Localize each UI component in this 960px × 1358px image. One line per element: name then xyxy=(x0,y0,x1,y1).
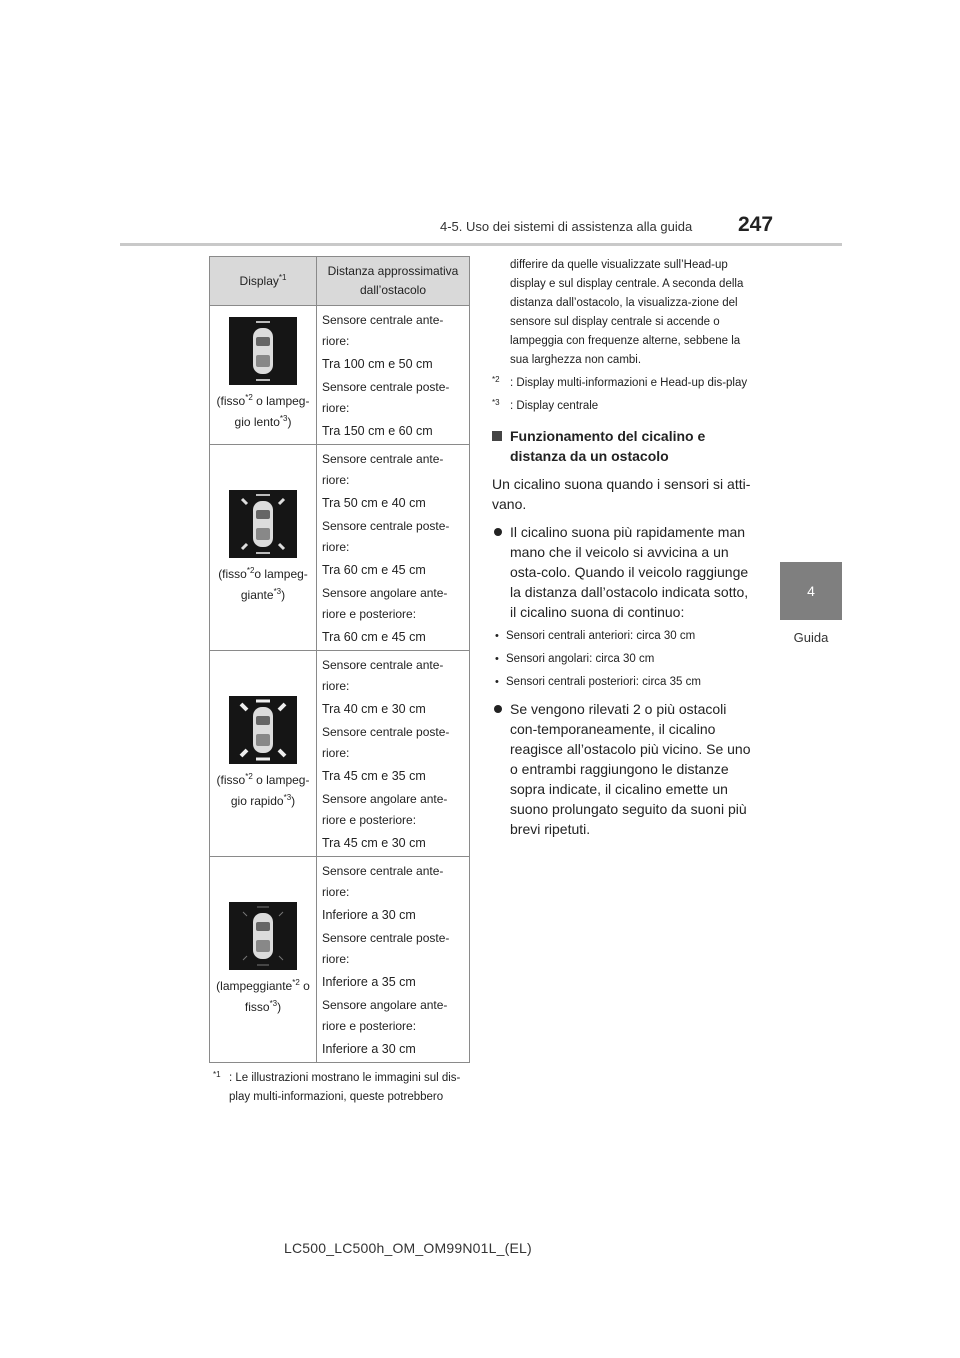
table-row xyxy=(210,445,470,651)
footnote-2: *2 : Display multi-informazioni e Head-up dis-play xyxy=(492,374,754,393)
distance-label: Sensore centrale ante-riore: xyxy=(322,313,444,348)
bullet-dot-icon xyxy=(494,705,502,713)
chapter-number: 4 xyxy=(807,583,815,599)
sub-list-item xyxy=(492,651,754,668)
distance-label: Sensore centrale poste-riore: xyxy=(322,931,450,966)
display-cell xyxy=(210,306,317,445)
distance-value: Tra 60 cm e 45 cm xyxy=(322,630,426,644)
display-cell xyxy=(210,445,317,651)
small-bullet-icon: • xyxy=(495,630,499,642)
car-sensor-display-icon xyxy=(229,317,297,385)
car-sensor-display-icon xyxy=(229,696,297,764)
distance-cell xyxy=(317,651,470,857)
distance-value: Inferiore a 30 cm xyxy=(322,908,416,922)
display-caption: (lampeggiante$^{*2}$ o fisso$^{*3}$) xyxy=(216,977,310,1014)
distance-value: Tra 100 cm e 50 cm xyxy=(322,357,433,371)
distance-value: Tra 45 cm e 30 cm xyxy=(322,836,426,850)
car-sensor-display-icon xyxy=(229,490,297,558)
distance-value: Tra 45 cm e 35 cm xyxy=(322,769,426,783)
page-number: 247 xyxy=(738,213,774,236)
footnote-1-text: : Le illustrazioni mostrano le immagini sul dis-play multi-informazioni, queste potrebbero xyxy=(229,1072,461,1103)
distance-label: Sensore centrale ante-riore: xyxy=(322,452,444,487)
sub-list-text: Sensori centrali anteriori: circa 30 cm xyxy=(506,630,696,642)
col-distance-label: Distanza approssimativa dall’ostacolo xyxy=(327,264,459,297)
display-cell xyxy=(210,857,317,1063)
distance-cell xyxy=(317,445,470,651)
display-caption: (fisso$^{*2}$o lampeg-giante$^{*3}$) xyxy=(218,565,308,602)
distance-label: Sensore centrale poste-riore: xyxy=(322,725,450,760)
square-bullet-icon xyxy=(492,431,502,441)
sub-list-text: Sensori angolari: circa 30 cm xyxy=(506,653,655,665)
distance-value: Inferiore a 35 cm xyxy=(322,975,416,989)
sub-list-item xyxy=(492,628,754,645)
bullet-dot-icon xyxy=(494,528,502,536)
sub-list-item xyxy=(492,674,754,691)
section-heading xyxy=(492,426,754,466)
chapter-tab xyxy=(780,562,842,620)
footnote-3-text: : Display centrale xyxy=(510,400,599,412)
header-rule xyxy=(120,243,842,246)
footnote-1-continued: differire da quelle visualizzate sull’Head-up display e sul display centrale. A seconda della distanza dall’ostacolo, la visualizza-zione del sensore sul display centrale si accende o lampeggia con frequenze alterne, sebbene la sua larghezza non cambi. xyxy=(510,259,744,366)
footnote-2-text: : Display multi-informazioni e Head-up dis-play xyxy=(510,377,748,389)
car-sensor-display-icon xyxy=(229,902,297,970)
table-row xyxy=(210,651,470,857)
display-caption: (fisso$^{*2}$ o lampeg-gio rapido$^{*3}$) xyxy=(216,771,310,808)
chapter-label: Guida xyxy=(793,630,829,645)
distance-cell xyxy=(317,306,470,445)
distance-value: Tra 60 cm e 45 cm xyxy=(322,563,426,577)
col-display-sup: *1 xyxy=(278,272,287,282)
distance-label: Sensore centrale ante-riore: xyxy=(322,864,444,899)
distance-label: Sensore angolare ante-riore e posteriore: xyxy=(322,586,448,621)
table-row xyxy=(210,857,470,1063)
bullet-item xyxy=(492,522,754,622)
small-bullet-icon: • xyxy=(495,653,499,665)
bullet-item xyxy=(492,699,754,839)
footer-document-code: LC500_LC500h_OM_OM99N01L_(EL) xyxy=(284,1240,532,1256)
bullet-text: Se vengono rilevati 2 o più ostacoli con-temporaneamente, il cicalino reagisce all’ostacolo più vicino. Se uno o entrambi raggiungono le distanze sopra indicate, il cicalino emette un suono prolungato seguito da suoni più brevi ripetuti. xyxy=(510,701,751,837)
table-row xyxy=(210,306,470,445)
intro-paragraph: Un cicalino suona quando i sensori si atti-vano. xyxy=(492,476,751,512)
distance-table xyxy=(209,256,470,1063)
distance-label: Sensore centrale ante-riore: xyxy=(322,658,444,693)
distance-label: Sensore angolare ante-riore e posteriore: xyxy=(322,792,448,827)
section-title: 4-5. Uso dei sistemi di assistenza alla guida xyxy=(440,219,693,234)
section-heading-text: Funzionamento del cicalino e distanza da un ostacolo xyxy=(510,428,706,464)
footnote-1: *1 : Le illustrazioni mostrano le immagini sul dis-play multi-informazioni, queste potrebbero xyxy=(213,1069,471,1107)
bullet-text: Il cicalino suona più rapidamente man mano che il veicolo si avvicina a un osta-colo. Quando il veicolo raggiunge la distanza dall’ostacolo indicata sotto, il cicalino suona di continuo: xyxy=(510,524,749,620)
distance-label: Sensore angolare ante-riore e posteriore: xyxy=(322,998,448,1033)
table-header-row xyxy=(210,257,470,306)
footnote-3: *3 : Display centrale xyxy=(492,397,754,416)
display-cell xyxy=(210,651,317,857)
col-distance-header xyxy=(317,257,470,306)
sub-list-text: Sensori centrali posteriori: circa 35 cm xyxy=(506,676,701,688)
small-bullet-icon: • xyxy=(495,676,499,688)
distance-value: Inferiore a 30 cm xyxy=(322,1042,416,1056)
display-caption: (fisso$^{*2}$ o lampeg-gio lento$^{*3}$) xyxy=(216,393,310,429)
col-display-header xyxy=(210,257,317,306)
distance-label: Sensore centrale poste-riore: xyxy=(322,519,450,554)
distance-cell xyxy=(317,857,470,1063)
distance-value: Tra 150 cm e 60 cm xyxy=(322,424,433,438)
distance-value: Tra 50 cm e 40 cm xyxy=(322,496,426,510)
distance-label: Sensore centrale poste-riore: xyxy=(322,380,450,415)
right-column xyxy=(492,256,754,839)
col-display-label: Display xyxy=(239,273,279,288)
distance-value: Tra 40 cm e 30 cm xyxy=(322,702,426,716)
